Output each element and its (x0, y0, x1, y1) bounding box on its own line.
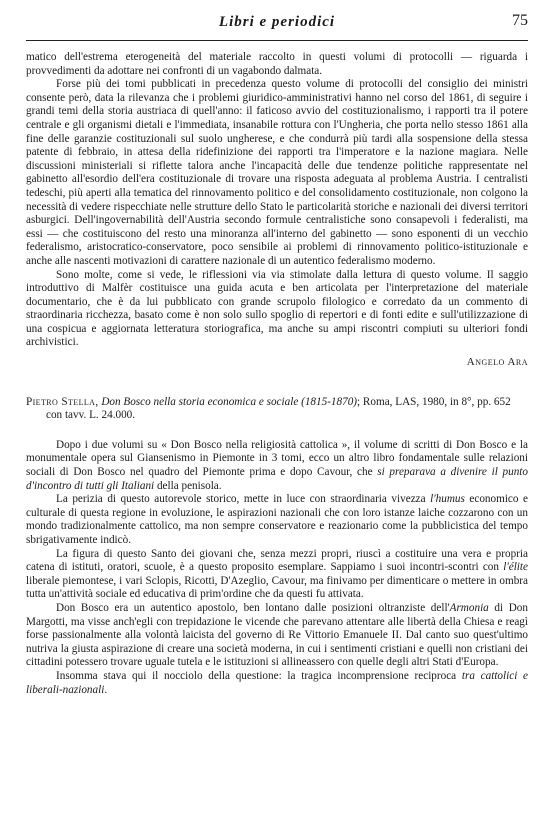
paragraph (26, 439, 528, 493)
review-ara (26, 51, 528, 370)
text-run: La perizia di questo autorevole storico, mette in luce con straordinaria vivezza (56, 493, 431, 506)
paragraph (26, 493, 528, 547)
text-run: La figura di questo Santo dei giovani che, senza mezzi propri, riuscì a costituire una vera e propria catena di istituti, oratori, scuole, è a questo proposito esemplare. Sappiamo i suoi incontri-scontri con (26, 547, 528, 574)
text-run: economico e culturale di questa regione in evoluzione, le aspirazioni nazionali che con loro istanze laiche cozzarono con un mondo tradizionalmente cattolico, ma non sempre conservatore e reazionario come la pubblicistica del tempo sbrigativamente indicò. (26, 493, 528, 546)
italic-run: l'humus (430, 493, 465, 506)
text-run: liberale piemontese, i vari Sclopis, Ricotti, D'Azeglio, Cavour, ma finivamo per dimenticare o mettere in ombra tutta un'attività sociale ed educativa di prim'ordine che da questi fu attivata. (26, 574, 528, 601)
review-stella (26, 439, 528, 697)
running-head: Libri e periodici (218, 14, 336, 30)
italic-run: si preparava a divenire il punto d'incontro di tutti gli Italiani (26, 466, 528, 492)
page-number: 75 (512, 12, 528, 29)
text-run: Don Bosco era un autentico apostolo, ben lontano dalle posizioni oltranziste dell' (56, 601, 450, 614)
review-citation (26, 396, 528, 423)
paragraph (26, 548, 528, 602)
text-run: di Don Margotti, ma visse anch'egli con trepidazione le vicende che parevano attentare alle libertà della Chiesa e reagì forse passionalmente alla volontà laicista del governo di Re Vittorio Emanuele II. Dal canto suo quest'ultimo nutriva la giusta aspirazione di creare una società moderna, in cui i sentimenti cristiani e quelli non cristiani dei cittadini potessero trovare uguale tutela e le istituzioni si allineassero con quelle degli altri Stati d'Europa. (26, 601, 528, 669)
italic-run: l'élite (503, 561, 528, 574)
citation-details: ; Roma, LAS, 1980, in 8°, pp. 652 con tavv. L. 24.000. (46, 395, 511, 422)
citation-title: Don Bosco nella storia economica e sociale (1815-1870) (101, 395, 358, 408)
text-run: . (104, 683, 108, 696)
paragraph: Sono molte, come si vede, le riflessioni via via stimolate dalla lettura di questo volume. Il saggio introduttivo di Malfèr costituisce una guida acuta e ben articolata per l'interpretazione del materiale documentario, che è da lui pubblicato con grande scrupolo filologico e corredato da un commento di straordinaria ricchezza, basato come è non solo sullo spoglio di repertori e di fonti edite e sull'utilizzazione di una cospicua e aggiornata letteratura storiografica, ma anche su ampi riscontri compiuti su ulteriori fondi archivistici. (26, 268, 528, 349)
page-header (26, 0, 528, 41)
citation-author: Pietro Stella, (26, 395, 99, 408)
italic-run: tra cattolici e liberali-nazionali (26, 669, 528, 696)
paragraph: Forse più dei tomi pubblicati in precedenza questo volume di protocolli del consiglio dei ministri consente però, data la rilevanza che i problemi giuridico-amministrativi hanno nel corso del 1861, di seguire i grandi temi della storia austriaca di quell'anno: il faticoso avvio del costituzionalismo, i rapporti tra il potere centrale e gli organismi dietali e l'immediata, insanabile rottura con l'Ungheria, che porta nello stesso 1861 alla fine delle garanzie costituzionali sul suolo ungherese, e che condurrà più tardi alla sospensione della stessa patente di febbraio, in attesa della ridefinizione dei rapporti tra l'imperatore e la nazione magiara. Nelle discussioni ministeriali si riflette talora anche l'incapacità delle due tendenze politiche rappresentate nel gabinetto all'esordio dell'era costituzionale di trovare una risposta adeguata al problema Austria. I centralisti tedeschi, più aperti alla tematica del rinnovamento politico e del consolidamento costituzionale, non colgono la necessità di vedere rispecchiate nelle strutture dello Stato le particolarità storiche e nazionali dei diversi territori asburgici. Dell'ingovernabilità dell'Austria secondo formule centralistiche sono consapevoli i federalisti, ma essi — che costituiscono del resto una minoranza all'interno del gabinetto — sono esponenti di un vecchio federalismo, aristocratico-conservatore, poco sensibile ai problemi di rinnovamento politico-istituzionale e anche alle nascenti motivazioni di carattere nazionale di un autentico federalismo moderno. (26, 78, 528, 267)
review-signature: Angelo Ara (466, 356, 528, 369)
text-run: Insomma stava qui il nocciolo della questione: la tragica incomprensione reciproca (56, 669, 462, 682)
text-run: Dopo i due volumi su « Don Bosco nella religiosità cattolica », il volume di scritti di Don Bosco e la monumentale opera sul Giansenismo in Piemonte in 3 tomi, ecco un altro libro fondamentale sulle relazioni sociali di Don Bosco nel quadro del Piemonte prima e dopo Cavour, che (26, 438, 528, 479)
italic-run: Armonia (449, 601, 489, 614)
paragraph (26, 602, 528, 670)
text-run: della penisola. (154, 479, 222, 492)
paragraph: matico dell'estrema eterogeneità del materiale raccolto in questi volumi di protocolli — riguarda i provvedimenti da adottare nei confronti di un vagabondo dalmata. (26, 51, 528, 77)
paragraph (26, 670, 528, 697)
